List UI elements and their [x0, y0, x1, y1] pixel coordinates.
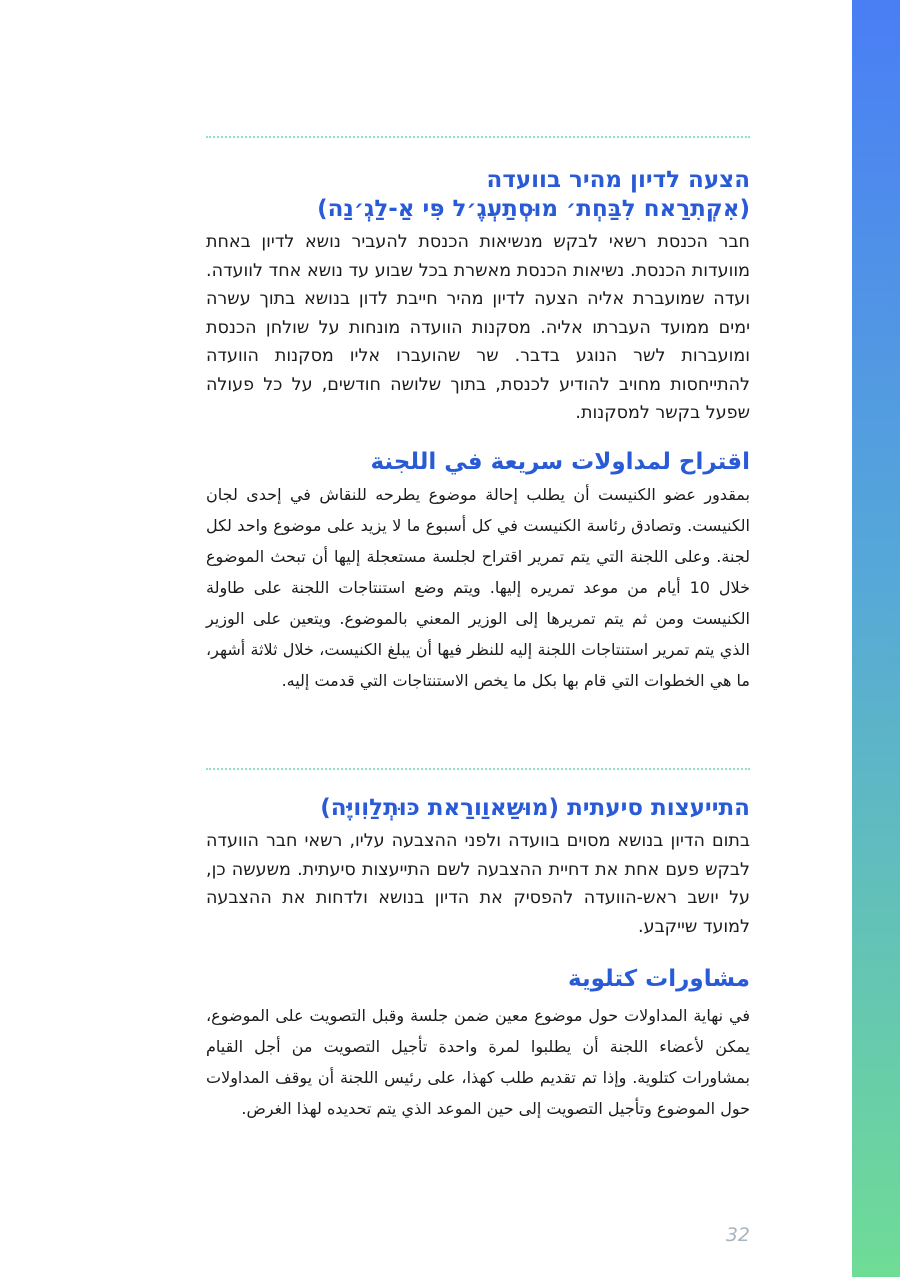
section-body: في نهاية المداولات حول موضوع معين ضمن جلسة وقبل التصويت على الموضوع، يمكن لأعضاء اللجنة أن يطلبوا لمرة واحدة تأجيل التصويت من أجل القيام بمشاورات كتلوية. وإذا تم تقديم طلب كهذا، على رئيس اللجنة أن يوقف المداولات حول الموضوع وتأجيل التصويت إلى حين الموعد الذي يتم تحديده لهذا الغرض. [206, 1006, 750, 1118]
decorative-gradient-bar [852, 0, 900, 1277]
page-number: 32 [725, 1224, 750, 1246]
section-faction-consultation-arabic [206, 964, 750, 1124]
section-quick-debate-hebrew [206, 166, 750, 428]
heading-line-2: (אִקְתִרַאח לִבַּחְת׳ מוּסְתַעְגֶ׳ל פִּי אַ-לַגְ׳נַה) [317, 196, 750, 222]
section-body: بمقدور عضو الكنيست أن يطلب إحالة موضوع يطرحه للنقاش في إحدى لجان الكنيست. وتصادق رئاسة الكنيست في كل أسبوع ما لا يزيد على موضوع واحد لكل لجنة. وعلى اللجنة التي يتم تمرير اقتراح لجلسة مستعجلة إليها أن تبحث الموضوع خلال 10 أيام من موعد تمريره إليها. ويتم وضع استنتاجات اللجنة على طاولة الكنيست ومن ثم يتم تمريرها إلى الوزير المعني بالموضوع. ويتعين على الوزير الذي يتم تمرير استنتاجات اللجنة إليه للنظر فيها أن يبلغ الكنيست، خلال ثلاثة أشهر، ما هي الخطوات التي قام بها بكل ما يخص الاستنتاجات التي قدمت إليه. [206, 485, 750, 690]
section-heading: مشاورات كتلوية [568, 966, 750, 992]
section-quick-debate-arabic [206, 447, 750, 696]
section-body: חבר הכנסת רשאי לבקש מנשיאות הכנסת להעביר נושא לדיון באחת מוועדות הכנסת. נשיאות הכנסת מאשרת בכל שבוע עד נושא אחד לוועדה. ועדה שמועברת אליה הצעה לדיון מהיר חייבת לדון בנושא בתוך עשרה ימים ממועד העברתו אליה. מסקנות הוועדה מונחות על שולחן הכנסת ומועברות לשר הנוגע בדבר. שר שהועברו אליו מסקנות הוועדה להתייחסות מחויב להודיע לכנסת, בתוך שלושה חודשים, על כל פעולה שפעל בקשר למסקנות. [206, 232, 750, 423]
dotted-divider-top [206, 136, 750, 138]
heading-line-1: הצעה לדיון מהיר בוועדה [486, 167, 750, 193]
dotted-divider-middle [206, 768, 750, 770]
section-heading [206, 166, 750, 224]
section-heading: התייעצות סיעתית (מוּשַאוַורַאת כּוּתְלַוִויֶּה) [320, 795, 750, 821]
section-heading: اقتراح لمداولات سريعة في اللجنة [370, 449, 750, 475]
section-body: בתום הדיון בנושא מסוים בוועדה ולפני ההצבעה עליו, רשאי חבר הוועדה לבקש פעם אחת את דחיית ההצבעה לשם התייעצות סיעתית. משעשה כן, על יושב ראש-הוועדה להפסיק את הדיון בנושא ולדחות את ההצבעה למועד שייקבע. [206, 831, 750, 937]
section-faction-consultation-hebrew [206, 794, 750, 941]
